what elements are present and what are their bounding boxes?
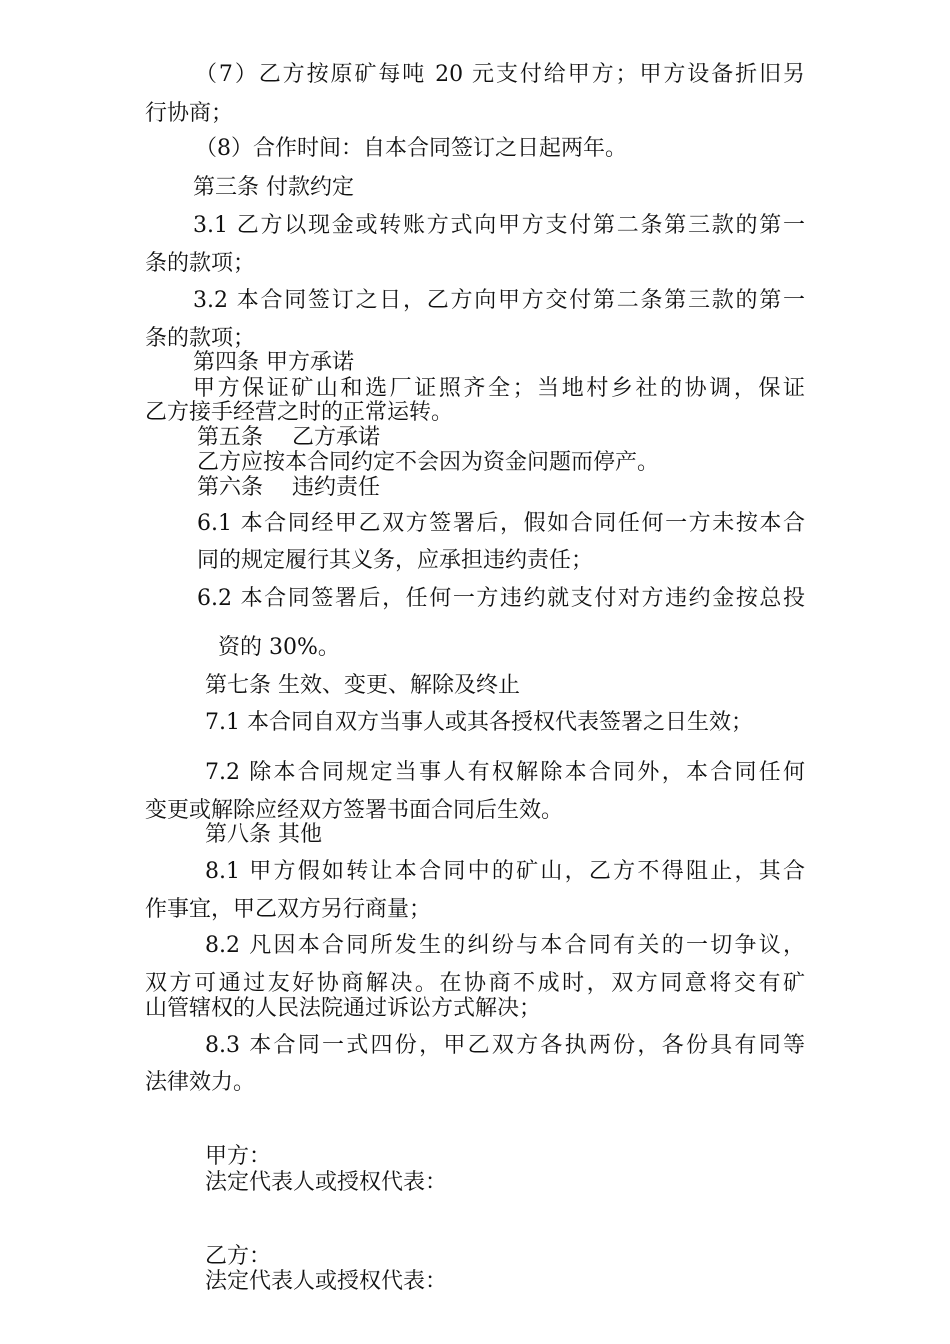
clause-8: （8）合作时间：自本合同签订之日起两年。	[195, 136, 627, 161]
party-b-label: 乙方：	[205, 1244, 272, 1269]
party-b-representative-label: 法定代表人或授权代表：	[205, 1269, 448, 1294]
clause-6-2-line-2: 资的 30%。	[218, 635, 340, 660]
clause-8-2-line-1: 8.2 凡因本合同所发生的纠纷与本合同有关的一切争议，	[205, 933, 805, 958]
clause-7-line-2: 行协商；	[145, 101, 234, 126]
clause-8-2-line-3: 山管辖权的人民法院通过诉讼方式解决；	[145, 996, 542, 1021]
article-5-line: 乙方应按本合同约定不会因为资金问题而停产。	[197, 450, 660, 475]
article-5-heading: 第五条 乙方承诺	[197, 425, 380, 450]
clause-7-line-1: （7）乙方按原矿每吨 20 元支付给甲方；甲方设备折旧另	[195, 62, 805, 87]
clause-8-3-line-1: 8.3 本合同一式四份，甲乙双方各执两份，各份具有同等	[205, 1033, 805, 1058]
clause-7-2-line-2: 变更或解除应经双方签署书面合同后生效。	[145, 798, 564, 823]
clause-8-1-line-1: 8.1 甲方假如转让本合同中的矿山，乙方不得阻止，其合	[205, 859, 805, 884]
clause-6-2-line-1: 6.2 本合同签署后，任何一方违约就支付对方违约金按总投	[197, 586, 805, 611]
article-4-line-2: 乙方接手经营之时的正常运转。	[145, 400, 454, 425]
article-4-line-1: 甲方保证矿山和选厂证照齐全；当地村乡社的协调，保证	[193, 376, 805, 401]
clause-3-2-line-2: 条的款项；	[145, 326, 256, 351]
article-8-heading: 第八条 其他	[205, 822, 322, 847]
article-6-heading: 第六条 违约责任	[197, 475, 380, 500]
clause-8-2-line-2: 双方可通过友好协商解决。在协商不成时，双方同意将交有矿	[145, 971, 805, 996]
clause-7-2-line-1: 7.2 除本合同规定当事人有权解除本合同外，本合同任何	[205, 760, 805, 785]
party-a-representative-label: 法定代表人或授权代表：	[205, 1170, 448, 1195]
clause-7-1: 7.1 本合同自双方当事人或其各授权代表签署之日生效；	[205, 710, 753, 735]
article-4-heading: 第四条 甲方承诺	[193, 350, 354, 375]
clause-3-1-line-2: 条的款项；	[145, 251, 256, 276]
article-7-heading: 第七条 生效、变更、解除及终止	[205, 673, 520, 698]
clause-6-1-line-1: 6.1 本合同经甲乙双方签署后，假如合同任何一方未按本合	[197, 511, 805, 536]
article-3-heading: 第三条 付款约定	[193, 175, 354, 200]
clause-8-3-line-2: 法律效力。	[145, 1070, 256, 1095]
clause-6-1-line-2: 同的规定履行其义务，应承担违约责任；	[197, 548, 594, 573]
clause-8-1-line-2: 作事宜，甲乙双方另行商量；	[145, 897, 432, 922]
party-a-label: 甲方：	[205, 1144, 272, 1169]
clause-3-1-line-1: 3.1 乙方以现金或转账方式向甲方支付第二条第三款的第一	[193, 213, 805, 238]
clause-3-2-line-1: 3.2 本合同签订之日，乙方向甲方交付第二条第三款的第一	[193, 288, 805, 313]
